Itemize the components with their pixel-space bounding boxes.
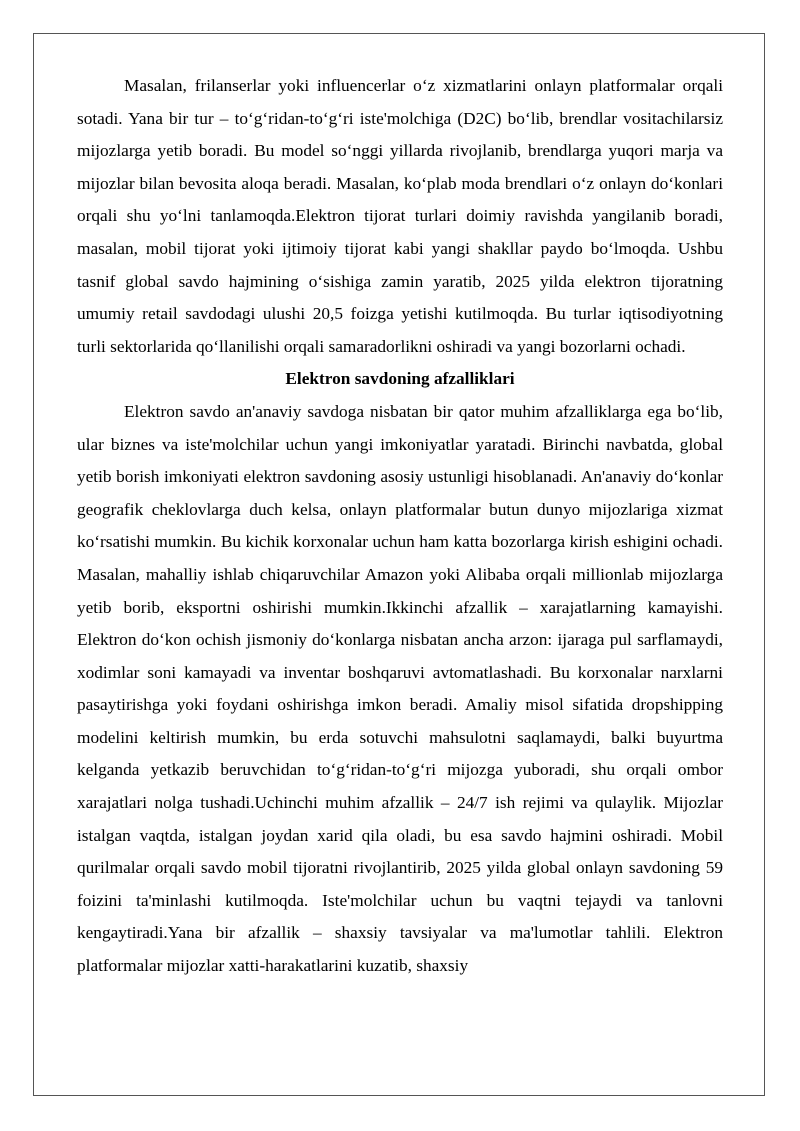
document-body	[77, 70, 723, 983]
paragraph-advantages: Elektron savdo an'anaviy savdoga nisbatan bir qator muhim afzalliklarga ega bo‘lib, ular biznes va iste'molchilar uchun yangi imkoniyatlar yaratadi. Birinchi navbatda, global yetib borish imkoniyati elektron savdoning asosiy ustunligi hisoblanadi. An'anaviy do‘konlar geografik cheklovlarga duch kelsa, onlayn platformalar butun dunyo mijozlariga xizmat ko‘rsatishi mumkin. Bu kichik korxonalar uchun ham katta bozorlarga kirish eshigini ochadi. Masalan, mahalliy ishlab chiqaruvchilar Amazon yoki Alibaba orqali millionlab mijozlarga yetib borib, eksportni oshirishi mumkin.Ikkinchi afzallik – xarajatlarning kamayishi. Elektron do‘kon ochish jismoniy do‘konlarga nisbatan ancha arzon: ijaraga pul sarflamaydi, xodimlar soni kamayadi va inventar boshqaruvi avtomatlashadi. Bu korxonalar narxlarni pasaytirishga yoki foydani oshirishga imkon beradi. Amaliy misol sifatida dropshipping modelini keltirish mumkin, bu erda sotuvchi mahsulotni saqlamaydi, balki buyurtma kelganda yetkazib beruvchidan to‘g‘ridan-to‘g‘ri mijozga yuboradi, shu orqali ombor xarajatlari nolga tushadi.Uchinchi muhim afzallik – 24/7 ish rejimi va qulaylik. Mijozlar istalgan vaqtda, istalgan joydan xarid qila oladi, bu esa savdo hajmini oshiradi. Mobil qurilmalar orqali savdo mobil tijoratni rivojlantirib, 2025 yilda global onlayn savdoning 59 foizini ta'minlashi kutilmoqda. Iste'molchilar uchun bu vaqtni tejaydi va tanlovni kengaytiradi.Yana bir afzallik – shaxsiy tavsiyalar va ma'lumotlar tahlili. Elektron platformalar mijozlar xatti-harakatlarini kuzatib, shaxsiy	[77, 401, 723, 976]
paragraph-intro: Masalan, frilanserlar yoki influencerlar o‘z xizmatlarini onlayn platformalar orqali sotadi. Yana bir tur – to‘g‘ridan-to‘g‘ri iste'molchiga (D2C) bo‘lib, brendlar vositachilarsiz mijozlarga yetib boradi. Bu model so‘nggi yillarda rivojlanib, brendlarga yuqori marja va mijozlar bilan bevosita aloqa beradi. Masalan, ko‘plab moda brendlari o‘z onlayn do‘konlari orqali shu yo‘lni tanlamoqda.Elektron tijorat turlari doimiy ravishda yangilanib boradi, masalan, mobil tijorat yoki ijtimoiy tijorat kabi yangi shakllar paydo bo‘lmoqda. Ushbu tasnif global savdo hajmining o‘sishiga zamin yaratib, 2025 yilda elektron tijoratning umumiy retail savdodagi ulushi 20,5 foizga yetishi kutilmoqda. Bu turlar iqtisodiyotning turli sektorlarida qo‘llanilishi orqali samaradorlikni oshiradi va yangi bozorlarni ochadi.	[77, 76, 723, 356]
section-heading: Elektron savdoning afzalliklari	[285, 369, 515, 389]
